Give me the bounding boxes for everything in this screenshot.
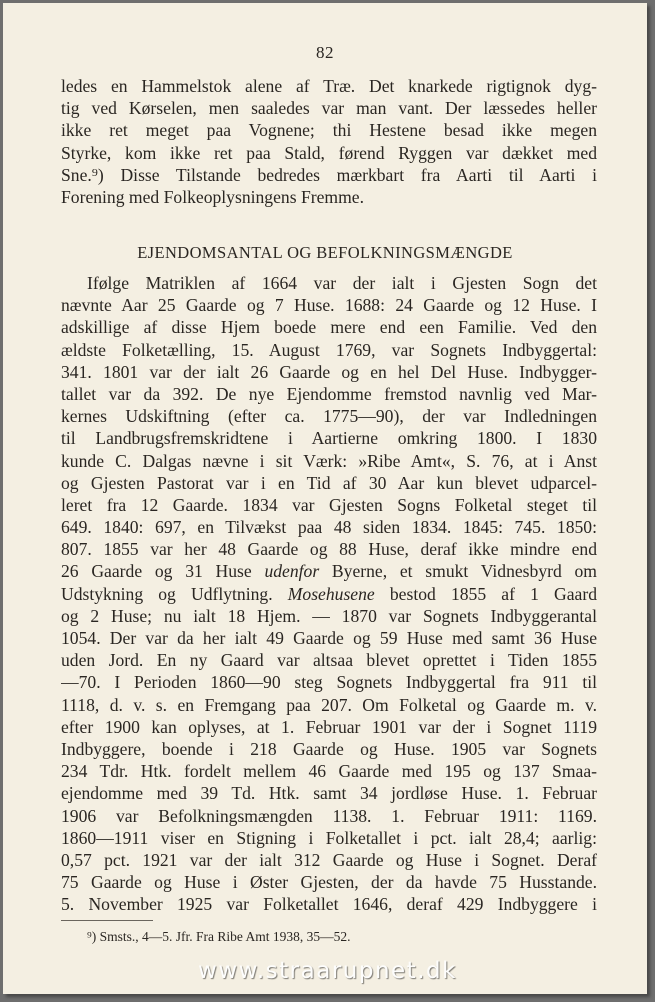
text-line: og 2 Huse; nu ialt 18 Hjem. — 1870 var Sognets Indbyggerantal bbox=[61, 605, 597, 626]
text-line: 1860—1911 viser en Stigning i Folketallet i pct. ialt 28,4; aarlig: bbox=[61, 827, 597, 848]
text-line: og Gjesten Pastorat var i en Tid af 30 Aar kun blevet udparcel- bbox=[61, 472, 597, 493]
document-page bbox=[3, 3, 647, 994]
text-line: leret fra 12 Gaarde. 1834 var Gjesten Sogns Folketal steget til bbox=[61, 494, 597, 515]
text-line: til Landbrugsfremskridtene i Aartierne omkring 1800. I 1830 bbox=[61, 428, 597, 449]
emphasized-word: udenfor bbox=[264, 561, 320, 582]
watermark: www.straarupnet.dk bbox=[198, 958, 457, 984]
text-line: 341. 1801 var der ialt 26 Gaarde og en hel Del Huse. Indbygger- bbox=[61, 361, 597, 382]
text-line: Udstykning og Udflytning. Mosehusene bestod 1855 af 1 Gaard bbox=[61, 583, 597, 604]
text-line: efter 1900 kan oplyses, at 1. Februar 1901 var der i Sognet 1119 bbox=[61, 716, 597, 737]
text-line: kernes Udskiftning (efter ca. 1775—90), der var Indledningen bbox=[61, 406, 597, 427]
text-line: Forening med Folkeoplysningens Fremme. bbox=[61, 186, 364, 207]
text-line: ejendomme med 39 Td. Htk. samt 34 jordløse Huse. 1. Februar bbox=[61, 783, 597, 804]
text-line: nævnte Aar 25 Gaarde og 7 Huse. 1688: 24 Gaarde og 12 Huse. I bbox=[61, 295, 597, 316]
text-line: —70. I Perioden 1860—90 steg Sognets Indbyggertal fra 911 til bbox=[61, 672, 597, 693]
text-line: Indbyggere, boende i 218 Gaarde og Huse. 1905 var Sognets bbox=[61, 738, 597, 759]
main-paragraph bbox=[61, 272, 597, 915]
text-line: 1118, d. v. s. en Fremgang paa 207. Om Folketal og Gaarde m. v. bbox=[61, 694, 597, 715]
text-line: 1906 var Befolkningsmængden 1138. 1. Februar 1911: 1169. bbox=[61, 805, 597, 826]
text-line: 0,57 pct. 1921 var der ialt 312 Gaarde og Huse i Sognet. Deraf bbox=[61, 849, 597, 870]
text-line: 1054. Der var da her ialt 49 Gaarde og 59 Huse med samt 36 Huse bbox=[61, 628, 597, 648]
text-line: kunde C. Dalgas nævne i sit Værk: »Ribe Amt«, S. 76, at i Anst bbox=[61, 450, 597, 471]
section-heading: EJENDOMSANTAL OG BEFOLKNINGSMÆNGDE bbox=[137, 243, 513, 262]
text-line: 5. November 1925 var Folketallet 1646, deraf 429 Indbyggere i bbox=[61, 894, 597, 915]
text-line: 75 Gaarde og Huse i Øster Gjesten, der da havde 75 Husstande. bbox=[61, 872, 597, 893]
page-number: 82 bbox=[316, 43, 334, 62]
text-line: 649. 1840: 697, en Tilvækst paa 48 siden 1834. 1845: 745. 1850: bbox=[61, 517, 597, 538]
text-line: 807. 1855 var her 48 Gaarde og 88 Huse, deraf ikke mindre end bbox=[61, 539, 597, 560]
text-line: uden Jord. En ny Gaard var altsaa blevet oprettet i Tiden 1855 bbox=[61, 650, 597, 671]
text-line: adskillige af disse Hjem boede mere end een Familie. Ved den bbox=[61, 317, 597, 338]
emphasized-word: Mosehusene bbox=[287, 583, 375, 604]
text-line: ældste Folketælling, 15. August 1769, var Sognets Indbyggertal: bbox=[61, 339, 597, 360]
text-line: ikke ret meget paa Vognene; thi Hestene besad ikke megen bbox=[61, 120, 597, 141]
footnote: ⁹) Smsts., 4—5. Jfr. Fra Ribe Amt 1938, 35—52. bbox=[87, 929, 351, 944]
intro-paragraph bbox=[61, 75, 597, 208]
text-line: 26 Gaarde og 31 Huse udenfor Byerne, et smukt Vidnesbyrd om bbox=[61, 561, 597, 582]
text-line: tig ved Kørselen, men saaledes var man vant. Der læssedes heller bbox=[61, 98, 597, 119]
text-line: ledes en Hammelstok alene af Træ. Det knarkede rigtignok dyg- bbox=[61, 76, 597, 96]
text-line: Styrke, kom ikke ret paa Stald, førend Ryggen var dækket med bbox=[61, 142, 597, 163]
text-line: tallet var da 392. De nye Ejendomme fremstod navnlig ved Mar- bbox=[61, 383, 597, 404]
text-line: Ifølge Matriklen af 1664 var der ialt i Gjesten Sogn det bbox=[87, 273, 597, 293]
text-line: 234 Tdr. Htk. fordelt mellem 46 Gaarde med 195 og 137 Smaa- bbox=[61, 761, 597, 782]
footnote-divider bbox=[61, 920, 153, 921]
text-line: Sne.⁹) Disse Tilstande bedredes mærkbart fra Aarti til Aarti i bbox=[61, 164, 597, 185]
